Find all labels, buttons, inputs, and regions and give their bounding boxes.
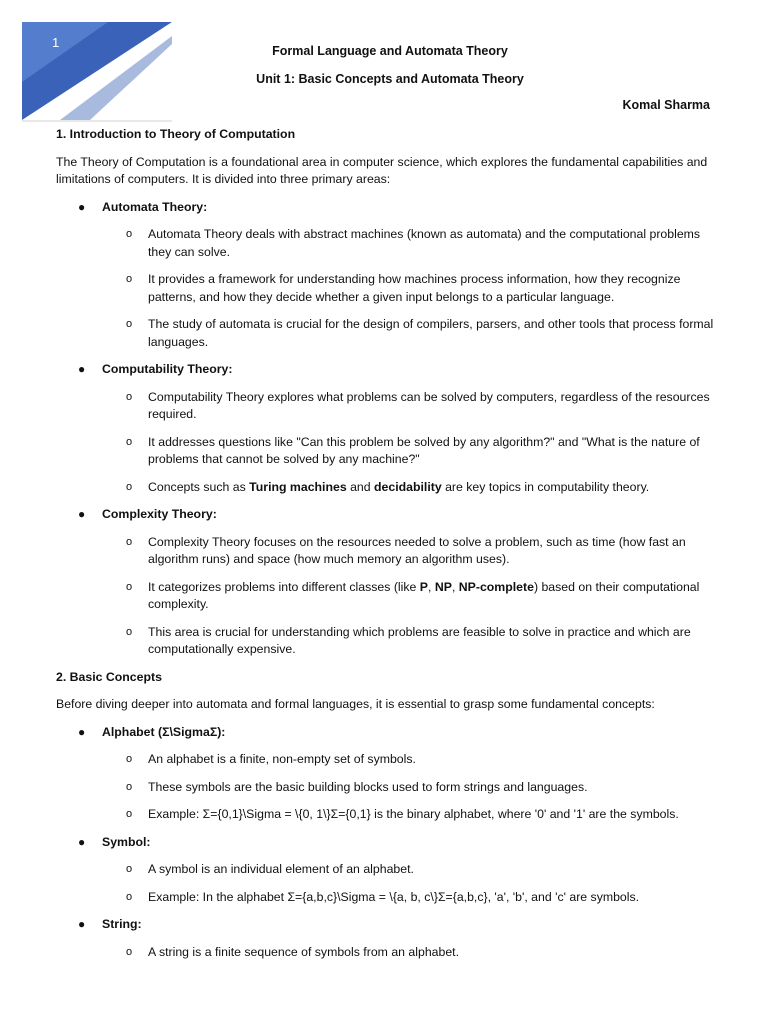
list-item bbox=[102, 861, 724, 879]
circle-bullet-icon: o bbox=[126, 753, 133, 765]
paragraph: Before diving deeper into automata and formal languages, it is essential to grasp some fundamental concepts: bbox=[56, 697, 655, 711]
topic-label: Complexity Theory: bbox=[102, 507, 217, 521]
item-text: The study of automata is crucial for the design of compilers, parsers, and other tools that process formal languages. bbox=[148, 317, 714, 349]
subtopic-list bbox=[102, 534, 724, 659]
concept-label: Symbol: bbox=[102, 834, 151, 849]
circle-bullet-icon: o bbox=[126, 480, 133, 493]
item-text: Example: Σ={0,1}\Sigma = \{0, 1\}Σ={0,1} is the binary alphabet, where '0' and '1' are the symbols. bbox=[148, 807, 679, 821]
concept-label: String: bbox=[102, 917, 142, 931]
circle-bullet-icon: o bbox=[126, 580, 133, 593]
circle-bullet-icon: o bbox=[126, 808, 133, 820]
item-text: It provides a framework for understanding how machines process information, how they recognize patterns, and how they decide whether a given input belongs to a particular language. bbox=[148, 272, 681, 304]
topic-complexity bbox=[56, 506, 724, 659]
item-text: These symbols are the basic building blocks used to form strings and languages. bbox=[148, 779, 588, 794]
list-item bbox=[102, 889, 724, 907]
list-item bbox=[102, 271, 724, 306]
subtopic-list bbox=[102, 861, 724, 906]
subtopic-list bbox=[102, 226, 724, 351]
item-text: Automata Theory deals with abstract machines (known as automata) and the computational problems they can solve. bbox=[148, 227, 701, 259]
item-text: Example: In the alphabet Σ={a,b,c}\Sigma = \{a, b, c\}Σ={a,b,c}, 'a', 'b', and 'c' are symbols. bbox=[148, 889, 640, 904]
list-item bbox=[102, 779, 724, 797]
bullet-icon: ● bbox=[78, 507, 86, 521]
list-item bbox=[102, 624, 724, 659]
circle-bullet-icon: o bbox=[126, 435, 133, 448]
document-body bbox=[56, 126, 724, 971]
list-item bbox=[102, 479, 724, 497]
bullet-icon: ● bbox=[78, 917, 86, 931]
bullet-icon: ● bbox=[78, 834, 86, 849]
concept-alphabet bbox=[56, 724, 724, 824]
item-text: Computability Theory explores what problems can be solved by computers, regardless of the resources required. bbox=[148, 389, 710, 421]
subtopic-list bbox=[102, 751, 724, 824]
list-item bbox=[102, 389, 724, 424]
paragraph: The Theory of Computation is a foundational area in computer science, which explores the fundamental capabilities and limitations of computers. It is divided into three primary areas: bbox=[56, 154, 708, 186]
item-text: An alphabet is a finite, non-empty set of symbols. bbox=[148, 752, 416, 766]
circle-bullet-icon: o bbox=[126, 780, 133, 793]
subtopic-list bbox=[102, 944, 724, 962]
concept-list bbox=[56, 724, 724, 962]
topic-automata bbox=[56, 199, 724, 352]
circle-bullet-icon: o bbox=[126, 318, 133, 330]
item-text: A symbol is an individual element of an alphabet. bbox=[148, 862, 414, 876]
item-text: A string is a finite sequence of symbols from an alphabet. bbox=[148, 944, 460, 959]
list-item bbox=[102, 579, 724, 614]
list-item bbox=[102, 434, 724, 469]
circle-bullet-icon: o bbox=[126, 273, 133, 285]
unit-title: Unit 1: Basic Concepts and Automata Theory bbox=[256, 72, 524, 86]
circle-bullet-icon: o bbox=[126, 625, 133, 638]
list-item bbox=[102, 806, 724, 824]
corner-decoration bbox=[0, 0, 180, 125]
author-name: Komal Sharma bbox=[622, 98, 710, 112]
circle-bullet-icon: o bbox=[126, 890, 133, 903]
section-heading: 1. Introduction to Theory of Computation bbox=[56, 127, 296, 141]
bullet-icon: ● bbox=[78, 362, 86, 376]
circle-bullet-icon: o bbox=[126, 390, 133, 403]
circle-bullet-icon: o bbox=[126, 945, 133, 958]
list-item bbox=[102, 751, 724, 769]
circle-bullet-icon: o bbox=[126, 535, 133, 548]
item-text: This area is crucial for understanding which problems are feasible to solve in practice and which are computationally expensive. bbox=[148, 624, 691, 656]
list-item bbox=[102, 316, 724, 351]
bullet-icon: ● bbox=[78, 724, 86, 739]
item-text: It categorizes problems into different classes (like P, NP, NP-complete) based on their computational complexity. bbox=[148, 579, 700, 611]
list-item bbox=[102, 534, 724, 569]
page-number: 1 bbox=[52, 35, 60, 50]
document-title: Formal Language and Automata Theory bbox=[272, 44, 508, 58]
topic-label: Computability Theory: bbox=[102, 362, 233, 376]
topic-list bbox=[56, 199, 724, 659]
bullet-icon: ● bbox=[78, 199, 86, 214]
circle-bullet-icon: o bbox=[126, 863, 133, 875]
concept-string bbox=[56, 916, 724, 961]
item-text: It addresses questions like "Can this problem be solved by any algorithm?" and "What is the nature of problems that cannot be solved by any machine?" bbox=[148, 434, 700, 466]
topic-computability bbox=[56, 361, 724, 496]
item-text: Concepts such as Turing machines and decidability are key topics in computability theory. bbox=[148, 479, 650, 494]
concept-label: Alphabet (Σ\SigmaΣ): bbox=[102, 724, 226, 739]
section-heading: 2. Basic Concepts bbox=[56, 669, 162, 684]
concept-symbol bbox=[56, 834, 724, 907]
circle-bullet-icon: o bbox=[126, 228, 133, 240]
item-text: Complexity Theory focuses on the resources needed to solve a problem, such as time (how fast an algorithm runs) and space (how much memory an algorithm uses). bbox=[148, 534, 686, 566]
topic-label: Automata Theory: bbox=[102, 199, 208, 214]
subtopic-list bbox=[102, 389, 724, 497]
list-item bbox=[102, 944, 724, 962]
list-item bbox=[102, 226, 724, 261]
